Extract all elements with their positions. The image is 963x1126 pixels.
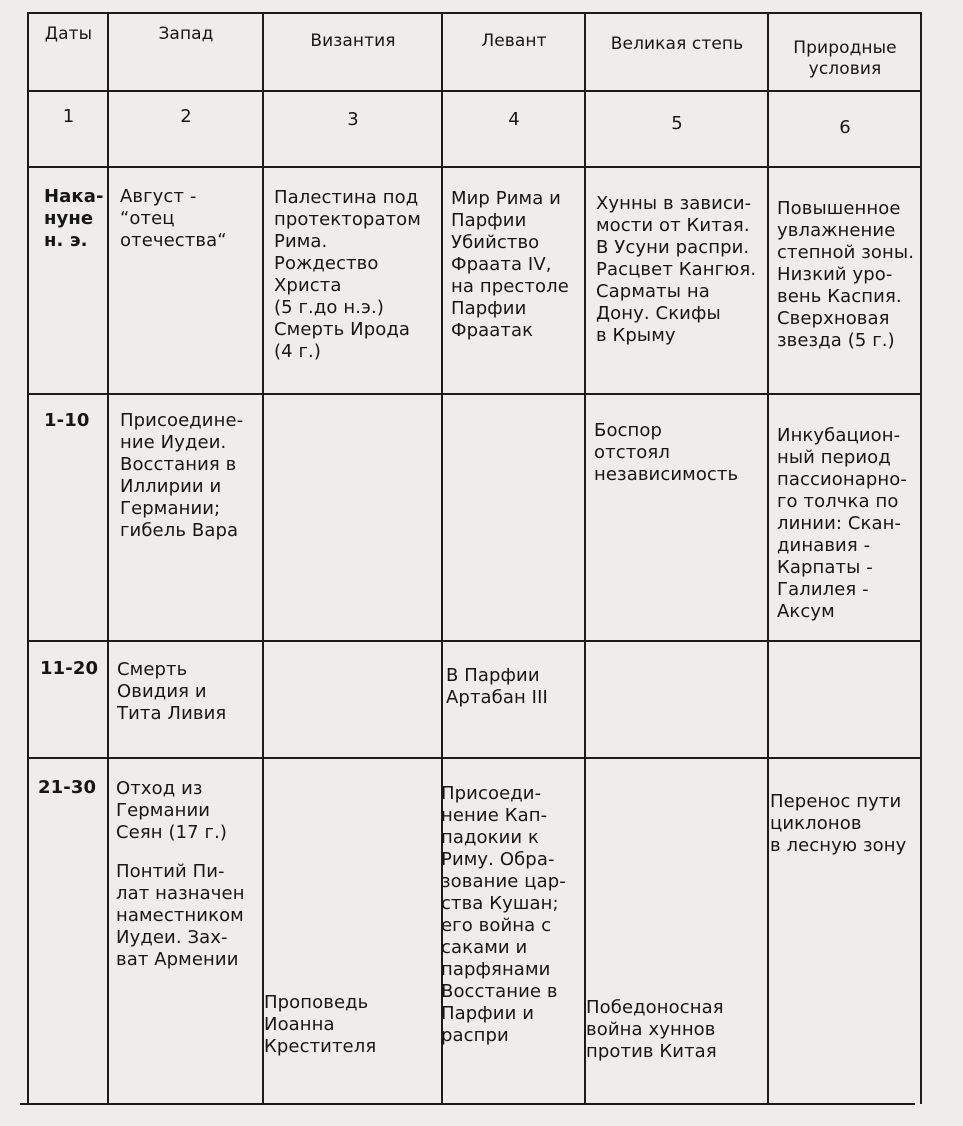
numbers-bottom-border — [27, 166, 922, 168]
table-right-border — [920, 12, 922, 1104]
col-divider-1 — [107, 12, 109, 1104]
header-bottom-border — [27, 90, 922, 92]
col-number-3: 3 — [347, 109, 359, 130]
row1-bottom-border — [27, 393, 922, 395]
row4-levant: Присоеди- нение Кап- падокии к Риму. Обра- зование цар- ства Кушан; его война с саками и парфянами Восстание в Парфии и распри — [441, 783, 566, 1046]
row3-bottom-border — [27, 757, 922, 759]
table-bottom-border — [20, 1103, 915, 1105]
row3-west: Смерть Овидия и Тита Ливия — [117, 659, 227, 724]
row2-steppe: Боспор отстоял независимость — [594, 420, 739, 485]
row4-west-continued: Понтий Пи- лат назначен наместником Иудеи. Зах- ват Армении — [116, 861, 245, 970]
row1-date: Нака- нуне н. э. — [44, 186, 104, 251]
row2-west: Присоедине- ние Иудеи. Восстания в Иллирии и Германии; гибель Вара — [120, 410, 244, 541]
row2-bottom-border — [27, 640, 922, 642]
header-levant: Левант — [481, 31, 547, 51]
table-top-border — [27, 12, 922, 14]
col-number-5: 5 — [671, 113, 683, 134]
row4-byzantium: Проповедь Иоанна Крестителя — [264, 992, 377, 1057]
col-divider-2 — [262, 12, 264, 1104]
header-steppe: Великая степь — [610, 34, 744, 54]
row1-west: Август - “отец отечества“ — [120, 186, 227, 251]
header-west: Запад — [158, 24, 214, 44]
col-number-2: 2 — [180, 106, 192, 127]
row3-levant: В Парфии Артабан III — [446, 665, 548, 708]
row1-steppe: Хунны в зависи- мости от Китая. В Усуни распри. Расцвет Кангюя. Сарматы на Дону. Скифы в Крыму — [596, 193, 757, 346]
row4-steppe: Победоносная война хуннов против Китая — [586, 997, 724, 1062]
col-divider-4 — [584, 12, 586, 1104]
col-number-6: 6 — [839, 117, 851, 138]
row3-date: 11-20 — [40, 658, 99, 679]
row4-nature: Перенос пути циклонов в лесную зону — [770, 791, 907, 856]
row2-date: 1-10 — [44, 410, 90, 431]
row2-nature: Инкубацион- ный период пассионарно- го толчка по линии: Скан- динавия - Карпаты - Галилея - Аксум — [777, 425, 908, 622]
row1-levant: Мир Рима и Парфии Убийство Фраата IV, на престоле Парфии Фраатак — [451, 188, 569, 341]
header-nature: Природные условия — [793, 38, 897, 79]
row4-west: Отход из Германии Сеян (17 г.) — [116, 778, 228, 843]
header-byzantium: Византия — [310, 31, 396, 51]
row4-date: 21-30 — [38, 777, 97, 798]
table-left-border — [27, 12, 29, 1104]
row1-nature: Повышенное увлажнение степной зоны. Низкий уро- вень Каспия. Сверхновая звезда (5 г.) — [777, 198, 915, 351]
header-dates: Даты — [44, 24, 93, 44]
row1-byzantium: Палестина под протекторатом Рима. Рождество Христа (5 г.до н.э.) Смерть Ирода (4 г.) — [274, 187, 421, 362]
col-divider-5 — [767, 12, 769, 1104]
col-number-4: 4 — [508, 109, 520, 130]
col-number-1: 1 — [62, 106, 75, 127]
